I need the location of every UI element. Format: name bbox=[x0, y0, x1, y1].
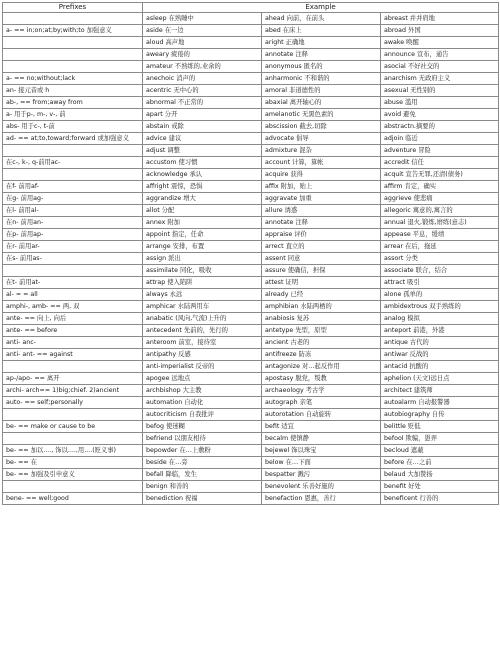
example-word-cell: acknowledge 承认 bbox=[143, 169, 262, 181]
table-row bbox=[3, 433, 499, 445]
example-word-cell: abuse 滥用 bbox=[381, 97, 499, 109]
table-row bbox=[3, 361, 499, 373]
table-row bbox=[3, 157, 499, 169]
prefix-cell: a- == no;without;lack bbox=[3, 73, 143, 85]
prefix-cell bbox=[3, 169, 143, 181]
example-word-cell: beneficent 行善的 bbox=[381, 493, 499, 505]
example-word-cell: advice 建议 bbox=[143, 133, 262, 145]
example-word-cell: anechoic 消声的 bbox=[143, 73, 262, 85]
example-word-cell: anharmonic 不和谐的 bbox=[262, 73, 381, 85]
example-word-cell: adventure 冒险 bbox=[381, 145, 499, 157]
table-row bbox=[3, 445, 499, 457]
example-word-cell: appease 平息，缓靖 bbox=[381, 229, 499, 241]
example-word-cell: assimilate 同化，吸收 bbox=[143, 265, 262, 277]
table-row bbox=[3, 25, 499, 37]
table-row bbox=[3, 37, 499, 49]
prefix-cell: anti- anc- bbox=[3, 337, 143, 349]
example-word-cell: befriend 以朋友相待 bbox=[143, 433, 262, 445]
table-row bbox=[3, 373, 499, 385]
table-row bbox=[3, 337, 499, 349]
example-word-cell: abstain 戒除 bbox=[143, 121, 262, 133]
example-word-cell: apart 分开 bbox=[143, 109, 262, 121]
prefix-cell bbox=[3, 13, 143, 25]
example-word-cell: appoint 指定，任命 bbox=[143, 229, 262, 241]
example-word-cell: awake 唤醒 bbox=[381, 37, 499, 49]
prefix-cell: abs- 用于c-, t-前 bbox=[3, 121, 143, 133]
table-row bbox=[3, 289, 499, 301]
example-word-cell: appraise 评价 bbox=[262, 229, 381, 241]
table-row bbox=[3, 193, 499, 205]
example-word-cell: anabiosis 复苏 bbox=[262, 313, 381, 325]
prefix-cell: 在r- 前用ar- bbox=[3, 241, 143, 253]
example-word-cell: autograph 亲笔 bbox=[262, 397, 381, 409]
table-row bbox=[3, 13, 499, 25]
table-row bbox=[3, 205, 499, 217]
prefix-cell: ante- == before bbox=[3, 325, 143, 337]
example-word-cell: abed 在床上 bbox=[262, 25, 381, 37]
prefix-cell: ante- == 向上, 向后 bbox=[3, 313, 143, 325]
example-word-cell: benevolent 乐善好施的 bbox=[262, 481, 381, 493]
example-word-cell: affright 震惊，恐惧 bbox=[143, 181, 262, 193]
example-word-cell: avoid 避免 bbox=[381, 109, 499, 121]
example-word-cell: attract 吸引 bbox=[381, 277, 499, 289]
example-word-cell: asocial 不好社交的 bbox=[381, 61, 499, 73]
table-row bbox=[3, 469, 499, 481]
header-row bbox=[3, 3, 499, 13]
example-word-cell: asexual 无性别的 bbox=[381, 85, 499, 97]
example-word-cell: affirm 肯定，确实 bbox=[381, 181, 499, 193]
table-row bbox=[3, 397, 499, 409]
example-word-cell: amateur 不熟练的,业余的 bbox=[143, 61, 262, 73]
example-word-cell: aphelion (天文)远日点 bbox=[381, 373, 499, 385]
prefix-cell: bene- == well;good bbox=[3, 493, 143, 505]
table-row bbox=[3, 277, 499, 289]
example-word-cell: belittle 贬低 bbox=[381, 421, 499, 433]
prefix-cell bbox=[3, 265, 143, 277]
table-row bbox=[3, 97, 499, 109]
example-word-cell: anti-imperialist 反帝的 bbox=[143, 361, 262, 373]
example-word-cell: befog 使迷糊 bbox=[143, 421, 262, 433]
table-row bbox=[3, 73, 499, 85]
example-word-cell: abroad 外国 bbox=[381, 25, 499, 37]
example-word-cell: becloud 遮蔽 bbox=[381, 445, 499, 457]
example-word-cell: antifreeze 防冻 bbox=[262, 349, 381, 361]
prefix-cell: 在n- 前用an- bbox=[3, 217, 143, 229]
example-word-cell: assent 同意 bbox=[262, 253, 381, 265]
example-word-cell: always 永远 bbox=[143, 289, 262, 301]
example-word-cell: adjoin 临近 bbox=[381, 133, 499, 145]
table-row bbox=[3, 229, 499, 241]
example-word-cell: antiwar 反战的 bbox=[381, 349, 499, 361]
example-word-cell: assign 派出 bbox=[143, 253, 262, 265]
prefix-cell bbox=[3, 61, 143, 73]
example-word-cell: anabatic (风向,气流)上升的 bbox=[143, 313, 262, 325]
example-word-cell: ambidextrous 双手熟练的 bbox=[381, 301, 499, 313]
prefix-cell: be- == 加以...., 饰以....,用....(贬义事) bbox=[3, 445, 143, 457]
example-word-cell: befit 适宜 bbox=[262, 421, 381, 433]
example-word-cell: abscission 截去,切除 bbox=[262, 121, 381, 133]
example-word-cell: autoalarm 自动报警器 bbox=[381, 397, 499, 409]
example-word-cell: annotate 注释 bbox=[262, 217, 381, 229]
prefix-table bbox=[2, 2, 499, 505]
example-word-cell: bepowder 在…上敷粉 bbox=[143, 445, 262, 457]
example-word-cell: adjust 调整 bbox=[143, 145, 262, 157]
prefix-cell: ad- == at;to,toward;forward 或加强意义 bbox=[3, 133, 143, 145]
example-word-cell: annex 附加 bbox=[143, 217, 262, 229]
table-row bbox=[3, 169, 499, 181]
example-word-cell: alone 孤单的 bbox=[381, 289, 499, 301]
example-word-cell: already 已经 bbox=[262, 289, 381, 301]
example-word-cell: amphibian 水陆两栖的 bbox=[262, 301, 381, 313]
table-row bbox=[3, 409, 499, 421]
example-word-cell: allot 分配 bbox=[143, 205, 262, 217]
table-row bbox=[3, 121, 499, 133]
example-word-cell: amphicar 水陆两用车 bbox=[143, 301, 262, 313]
example-word-cell: ancient 古老的 bbox=[262, 337, 381, 349]
example-word-cell: anarchism 无政府主义 bbox=[381, 73, 499, 85]
example-word-cell: autorotation 自动旋转 bbox=[262, 409, 381, 421]
prefix-cell: 在t- 前用at- bbox=[3, 277, 143, 289]
example-word-cell: accredit 信任 bbox=[381, 157, 499, 169]
prefix-cell bbox=[3, 409, 143, 421]
example-word-cell: aside 在一边 bbox=[143, 25, 262, 37]
example-word-cell: antique 古代的 bbox=[381, 337, 499, 349]
prefix-cell bbox=[3, 433, 143, 445]
table-row bbox=[3, 349, 499, 361]
example-word-cell: acquire 获得 bbox=[262, 169, 381, 181]
example-word-cell: announce 宣布，通告 bbox=[381, 49, 499, 61]
example-word-cell: autobiography 自传 bbox=[381, 409, 499, 421]
table-body bbox=[3, 13, 499, 505]
example-word-cell: bejewel 饰以珠宝 bbox=[262, 445, 381, 457]
table-row bbox=[3, 133, 499, 145]
example-word-cell: aright 正确地 bbox=[262, 37, 381, 49]
example-word-cell: asleep 在熟睡中 bbox=[143, 13, 262, 25]
prefix-cell: ap-/apo- == 离开 bbox=[3, 373, 143, 385]
example-word-cell: analog 模拟 bbox=[381, 313, 499, 325]
example-word-cell: amelanotic 无黑色素的 bbox=[262, 109, 381, 121]
table-row bbox=[3, 217, 499, 229]
example-word-cell: antecedent 先前的，先行的 bbox=[143, 325, 262, 337]
prefix-cell: 在l- 前用al- bbox=[3, 205, 143, 217]
prefix-cell: anti- ant- == against bbox=[3, 349, 143, 361]
table-row bbox=[3, 313, 499, 325]
prefix-cell: auto- == self;personally bbox=[3, 397, 143, 409]
example-word-cell: assure 使确信，担保 bbox=[262, 265, 381, 277]
example-word-cell: abstractn.摘要的 bbox=[381, 121, 499, 133]
example-word-cell: accustom 使习惯 bbox=[143, 157, 262, 169]
example-word-cell: archaeology 考古学 bbox=[262, 385, 381, 397]
example-word-cell: apogee 远地点 bbox=[143, 373, 262, 385]
example-word-cell: arrange 安排，布置 bbox=[143, 241, 262, 253]
table-row bbox=[3, 457, 499, 469]
example-word-cell: anteroom 前室，接待室 bbox=[143, 337, 262, 349]
table-row bbox=[3, 265, 499, 277]
prefix-cell bbox=[3, 37, 143, 49]
example-word-cell: antetype 先型，原型 bbox=[262, 325, 381, 337]
prefix-cell: al- = = all bbox=[3, 289, 143, 301]
example-word-cell: architect 建筑师 bbox=[381, 385, 499, 397]
example-word-cell: account 计算，算帐 bbox=[262, 157, 381, 169]
example-word-cell: autocriticism 自我批评 bbox=[143, 409, 262, 421]
example-word-cell: aggrandize 增大 bbox=[143, 193, 262, 205]
example-word-cell: allegoric 寓意的,寓言的 bbox=[381, 205, 499, 217]
example-word-cell: allure 诱惑 bbox=[262, 205, 381, 217]
table-row bbox=[3, 481, 499, 493]
example-word-cell: apostasy 脱党，叛教 bbox=[262, 373, 381, 385]
example-word-cell: benefaction 恩惠，善行 bbox=[262, 493, 381, 505]
prefix-cell: amphi-, amb- == 两, 双 bbox=[3, 301, 143, 313]
table-row bbox=[3, 109, 499, 121]
prefix-cell: 在f- 前用af- bbox=[3, 181, 143, 193]
table-row bbox=[3, 85, 499, 97]
example-word-cell: annual 退火,锻炼,磨练(意志) bbox=[381, 217, 499, 229]
table-row bbox=[3, 325, 499, 337]
example-word-cell: arrear 在后，拖延 bbox=[381, 241, 499, 253]
prefix-cell bbox=[3, 49, 143, 61]
prefix-cell: ab-, == from;away from bbox=[3, 97, 143, 109]
table-row bbox=[3, 301, 499, 313]
prefix-cell: an- 接元音或 h bbox=[3, 85, 143, 97]
prefix-cell: be- == make or cause to be bbox=[3, 421, 143, 433]
example-word-cell: bespatter 溅污 bbox=[262, 469, 381, 481]
example-word-cell: becalm 使镇静 bbox=[262, 433, 381, 445]
example-word-cell: admixture 混杂 bbox=[262, 145, 381, 157]
table-row bbox=[3, 253, 499, 265]
example-word-cell: acquit 宣告无罪,还清(债务) bbox=[381, 169, 499, 181]
example-word-cell: associate 联合，结合 bbox=[381, 265, 499, 277]
example-word-cell: aggravate 加重 bbox=[262, 193, 381, 205]
example-word-cell: below 在…下面 bbox=[262, 457, 381, 469]
prefix-cell: 在s- 前用as- bbox=[3, 253, 143, 265]
table-row bbox=[3, 181, 499, 193]
prefix-cell: be- == 在 bbox=[3, 457, 143, 469]
example-word-cell: aggrieve 使悲痛 bbox=[381, 193, 499, 205]
table-row bbox=[3, 385, 499, 397]
prefix-cell: 在g- 前用ag- bbox=[3, 193, 143, 205]
example-word-cell: belaud 大加赞扬 bbox=[381, 469, 499, 481]
table-row bbox=[3, 145, 499, 157]
table-row bbox=[3, 61, 499, 73]
example-word-cell: acentric 无中心的 bbox=[143, 85, 262, 97]
example-word-cell: aloud 高声地 bbox=[143, 37, 262, 49]
example-word-cell: archbishop 大主教 bbox=[143, 385, 262, 397]
prefixes-header: Prefixes bbox=[3, 3, 143, 13]
prefix-cell bbox=[3, 145, 143, 157]
example-word-cell: advocate 倡导 bbox=[262, 133, 381, 145]
example-word-cell: aweary 疲倦的 bbox=[143, 49, 262, 61]
example-word-cell: anonymous 匿名的 bbox=[262, 61, 381, 73]
example-word-cell: abreast 并并肩地 bbox=[381, 13, 499, 25]
prefix-cell bbox=[3, 361, 143, 373]
example-word-cell: ahead 向前，在前头 bbox=[262, 13, 381, 25]
example-word-cell: antagonize 对…起反作用 bbox=[262, 361, 381, 373]
prefix-cell: 在p- 前用ap- bbox=[3, 229, 143, 241]
example-word-cell: benediction 祝福 bbox=[143, 493, 262, 505]
example-word-cell: befool 欺骗，愚弄 bbox=[381, 433, 499, 445]
example-word-cell: benefit 好处 bbox=[381, 481, 499, 493]
prefix-cell bbox=[3, 481, 143, 493]
example-word-cell: beside 在…旁 bbox=[143, 457, 262, 469]
example-word-cell: abnormal 不正常的 bbox=[143, 97, 262, 109]
example-word-cell: before 在…之前 bbox=[381, 457, 499, 469]
example-word-cell: attrap 使入陷阱 bbox=[143, 277, 262, 289]
example-word-cell: benign 和善的 bbox=[143, 481, 262, 493]
table-row bbox=[3, 493, 499, 505]
example-word-cell: amoral 非道德性的 bbox=[262, 85, 381, 97]
example-word-cell: anteport 前港，外港 bbox=[381, 325, 499, 337]
prefix-cell: a- == in;on;at;by;with;to 加强意义 bbox=[3, 25, 143, 37]
prefix-cell: be- == 加强及引申意义 bbox=[3, 469, 143, 481]
table-row bbox=[3, 421, 499, 433]
example-word-cell: attest 证明 bbox=[262, 277, 381, 289]
example-word-cell: befall 降临，发生 bbox=[143, 469, 262, 481]
example-header: Example bbox=[143, 3, 499, 13]
prefix-cell: a- 用于p-, m-, v-, 前 bbox=[3, 109, 143, 121]
table-row bbox=[3, 49, 499, 61]
example-word-cell: arrect 直立的 bbox=[262, 241, 381, 253]
table-row bbox=[3, 241, 499, 253]
prefix-cell: 在c-, k-, q-前用ac- bbox=[3, 157, 143, 169]
example-word-cell: affix 附加，贴上 bbox=[262, 181, 381, 193]
example-word-cell: abaxial 离开轴心的 bbox=[262, 97, 381, 109]
example-word-cell: antipathy 反感 bbox=[143, 349, 262, 361]
example-word-cell: antacid 抗酸的 bbox=[381, 361, 499, 373]
prefix-cell: archi- arch== 1)big;chief. 2)ancient bbox=[3, 385, 143, 397]
example-word-cell: assort 分类 bbox=[381, 253, 499, 265]
example-word-cell: automation 自动化 bbox=[143, 397, 262, 409]
example-word-cell: annotate 注释 bbox=[262, 49, 381, 61]
